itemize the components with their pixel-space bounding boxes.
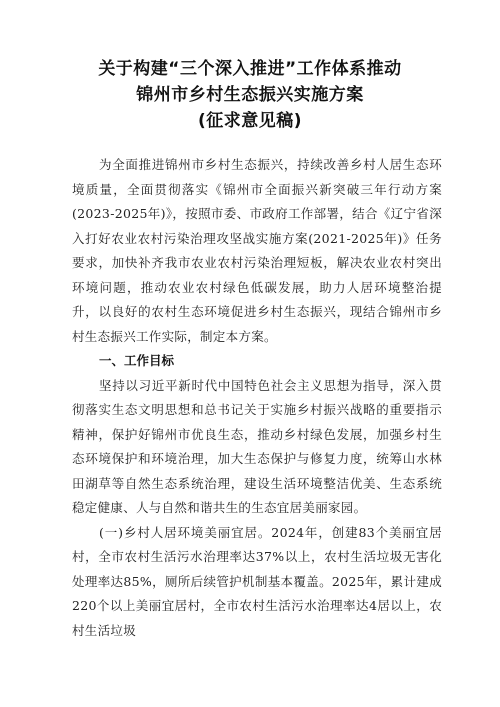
section-heading-goals: 一、工作目标 — [99, 353, 175, 368]
document-body — [72, 153, 442, 643]
title-line-1: 关于构建“三个深入推进”工作体系推动 — [98, 59, 402, 79]
document-title — [0, 56, 500, 134]
goals-paragraph: 坚持以习近平新时代中国特色社会主义思想为指导，深入贯彻落实生态文明思想和总书记关于实施乡村振兴战略的重要指示精神，保护好锦州市优良生态，推动乡村绿色发展，加强乡村生态环境保护和环境治理，加大生态保护与修复力度，统筹山水林田湖草等自然生态系统治理，建设生活环境整洁优美、生态系统稳定健康、人与自然和谐共生的生态宜居美丽家园。 — [72, 377, 442, 515]
title-line-3: (征求意见稿) — [197, 111, 303, 131]
title-line-2: 锦州市乡村生态振兴实施方案 — [136, 85, 364, 105]
intro-paragraph: 为全面推进锦州市乡村生态振兴，持续改善乡村人居生态环境质量，全面贯彻落实《锦州市全面振兴新突破三年行动方案(2023-2025年)》，按照市委、市政府工作部署，结合《辽宁省深入打好农业农村污染治理攻坚战实施方案(2021-2025年)》任务要求，加快补齐我市农业农村污染治理短板，解决农业农村突出环境问题，推动农业农村绿色低碳发展，助力人居环境整治提升，以良好的农村生态环境促进乡村生态振兴，现结合锦州市乡村生态振兴工作实际，制定本方案。 — [72, 157, 442, 344]
item-1-paragraph: (一)乡村人居环境美丽宜居。2024年，创建83个美丽宜居村，全市农村生活污水治理率达37%以上，农村生活垃圾无害化处理率达85%，厕所后续管护机制基本覆盖。2025年，累计建成220个以上美丽宜居村，全市农村生活污水治理率达4居以上，农村生活垃圾 — [72, 524, 442, 638]
